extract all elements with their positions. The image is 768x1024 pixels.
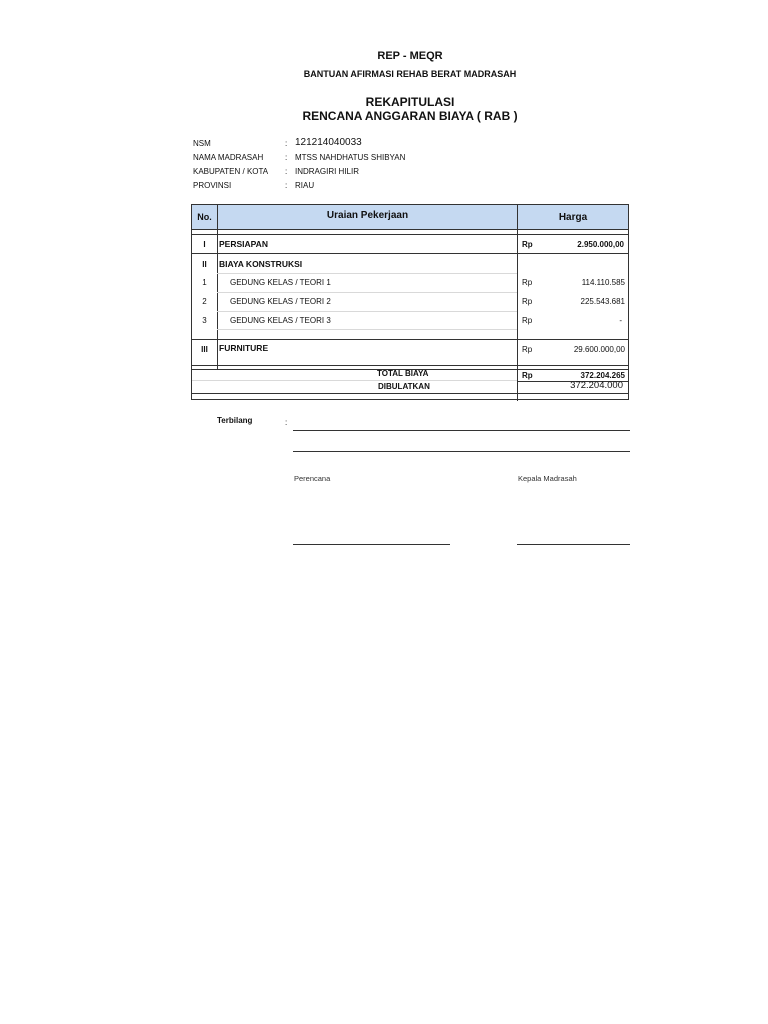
nama-madrasah-label: NAMA MADRASAH — [193, 153, 264, 162]
row-no: 3 — [202, 316, 207, 325]
kabupaten-colon: : — [285, 167, 288, 176]
row-amount: 29.600.000,00 — [573, 345, 625, 354]
total-label: TOTAL BIAYA — [377, 369, 429, 378]
provinsi-colon: : — [285, 181, 288, 190]
provinsi-value: RIAU — [295, 181, 315, 190]
rounded-amount: 372.204.000 — [570, 380, 623, 391]
perencana-signature-line — [293, 544, 450, 545]
row-uraian: FURNITURE — [219, 343, 269, 353]
row-amount: 114.110.585 — [581, 278, 625, 287]
title-line-1: REKAPITULASI — [365, 95, 455, 109]
row-amount: - — [619, 316, 622, 325]
row-amount: 225.543.681 — [580, 297, 625, 306]
row-rule — [217, 273, 517, 274]
row-rule — [192, 253, 628, 254]
row-no: 1 — [202, 278, 207, 287]
nsm-colon: : — [285, 139, 288, 148]
header-no: No. — [197, 212, 212, 222]
row-currency: Rp — [522, 278, 533, 287]
nsm-value: 121214040033 — [295, 137, 362, 148]
row-rule — [192, 393, 628, 394]
row-currency: Rp — [522, 240, 533, 249]
row-uraian: GEDUNG KELAS / TEORI 3 — [230, 316, 331, 325]
row-rule — [192, 380, 517, 381]
row-rule — [217, 329, 517, 330]
title-line-2: RENCANA ANGGARAN BIAYA ( RAB ) — [302, 109, 518, 123]
header-rule — [192, 234, 628, 235]
row-uraian: GEDUNG KELAS / TEORI 2 — [230, 297, 331, 306]
kepala-signature-line — [517, 544, 630, 545]
row-uraian: BIAYA KONSTRUKSI — [219, 259, 303, 269]
terbilang-line-1 — [293, 430, 630, 431]
program-title: BANTUAN AFIRMASI REHAB BERAT MADRASAH — [303, 69, 517, 79]
divider-no — [217, 205, 218, 369]
row-rule — [217, 311, 517, 312]
terbilang-line-2 — [293, 451, 630, 452]
row-no: 2 — [202, 297, 207, 306]
kabupaten-label: KABUPATEN / KOTA — [193, 167, 269, 176]
kepala-madrasah-label: Kepala Madrasah — [518, 474, 577, 483]
row-uraian: GEDUNG KELAS / TEORI 1 — [230, 278, 331, 287]
nsm-label: NSM — [193, 139, 211, 148]
document-title — [0, 95, 768, 123]
total-amount: 372.204.265 — [580, 371, 625, 380]
rab-table — [191, 204, 629, 400]
kabupaten-value: INDRAGIRI HILIR — [295, 167, 360, 176]
terbilang-colon: : — [285, 418, 288, 427]
row-currency: Rp — [522, 345, 533, 354]
row-rule — [217, 292, 517, 293]
row-no: II — [202, 260, 207, 269]
row-currency: Rp — [522, 316, 533, 325]
document-code: REP - MEQR — [377, 50, 443, 62]
rounded-label: DIBULATKAN — [378, 382, 430, 391]
nama-madrasah-value: MTSS NAHDHATUS SHIBYAN — [295, 153, 406, 162]
header-harga: Harga — [558, 212, 588, 223]
perencana-label: Perencana — [294, 474, 331, 483]
row-no: I — [203, 240, 206, 249]
nama-madrasah-colon: : — [285, 153, 288, 162]
row-amount: 2.950.000,00 — [577, 240, 624, 249]
row-rule — [192, 339, 628, 340]
header-uraian: Uraian Pekerjaan — [326, 210, 409, 221]
terbilang-label: Terbilang — [217, 416, 253, 425]
total-currency: Rp — [522, 371, 533, 380]
row-no: III — [201, 345, 208, 354]
row-rule — [192, 365, 628, 366]
row-currency: Rp — [522, 297, 533, 306]
row-uraian: PERSIAPAN — [219, 239, 268, 249]
provinsi-label: PROVINSI — [193, 181, 232, 190]
